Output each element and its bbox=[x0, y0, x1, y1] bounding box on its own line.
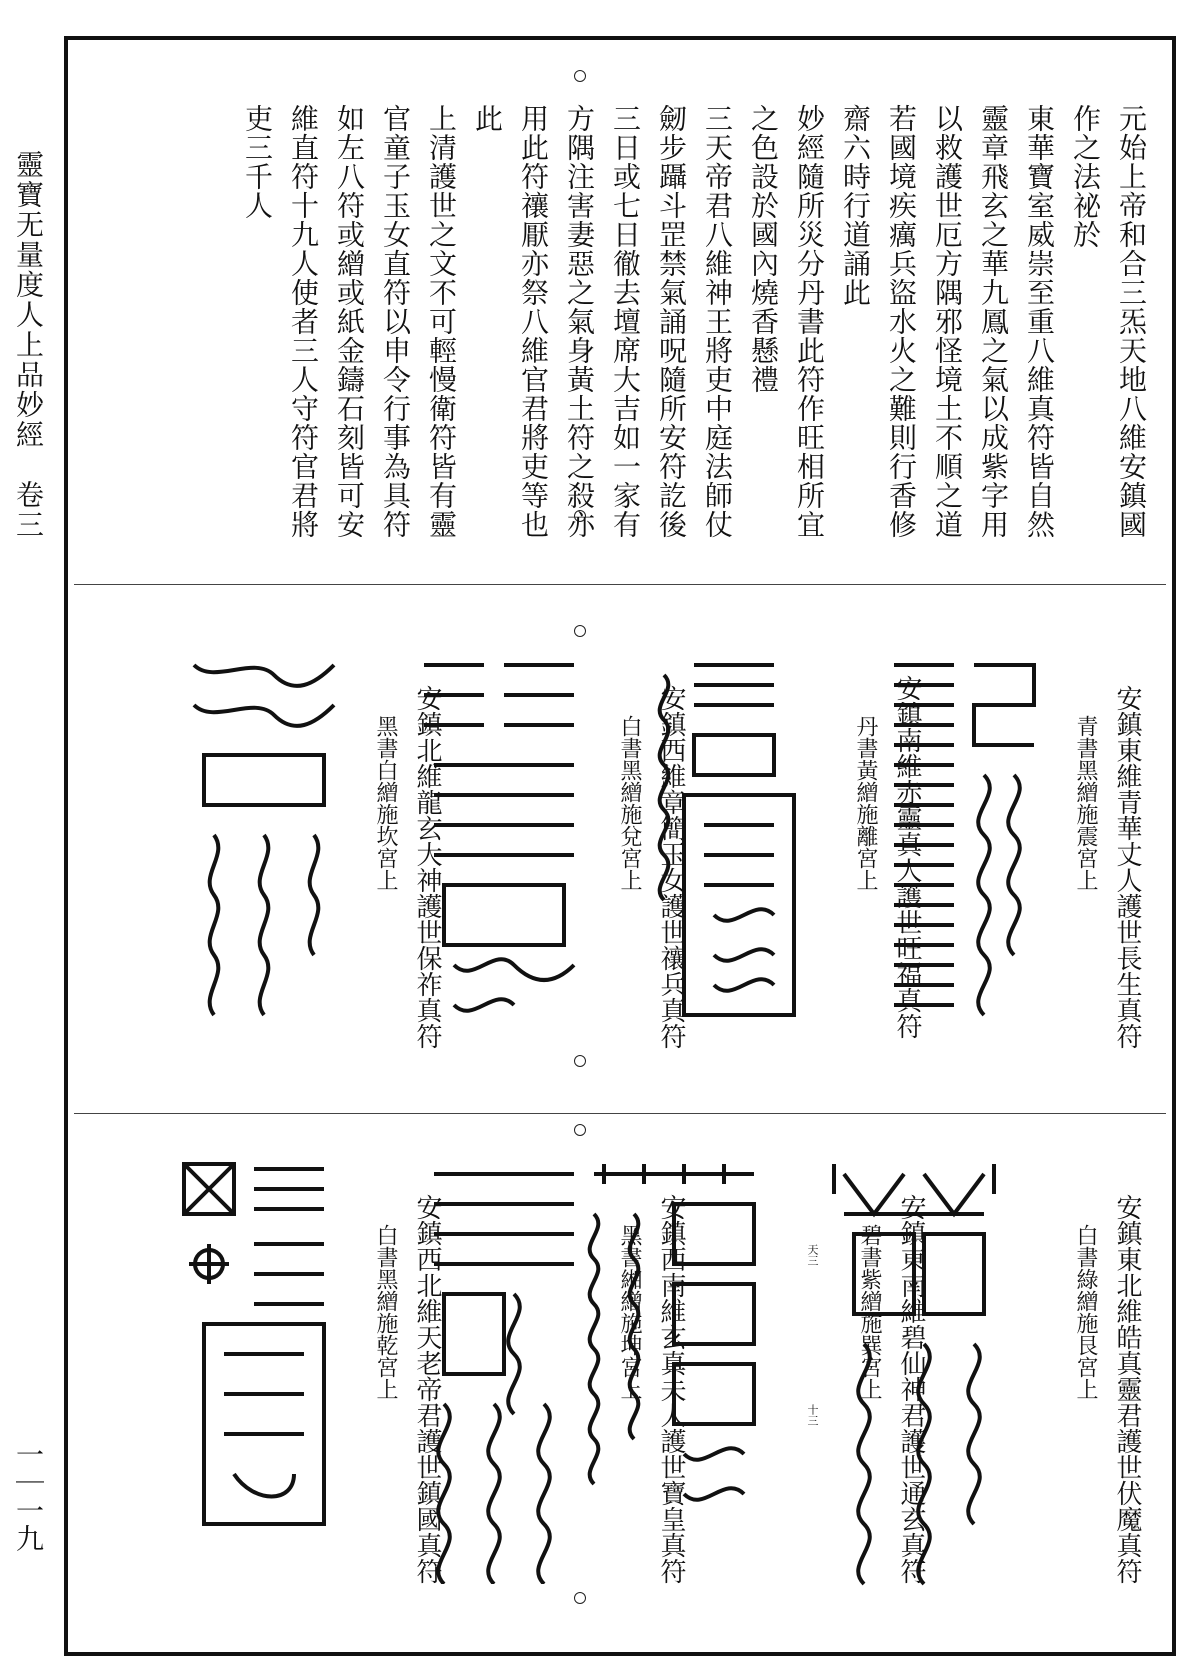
text-column: 齋六時行道誦此 bbox=[839, 104, 872, 307]
margin-book-title: 靈寶无量度人上品妙經 卷三 bbox=[12, 150, 45, 540]
talisman-title: 安鎮南維赤靈真人護世旺福真符 bbox=[892, 675, 922, 1039]
talisman-subtitle: 青書黑繒施震宮上 bbox=[1073, 715, 1098, 891]
text-column: 三天帝君八維神王將吏中庭法師仗 bbox=[701, 104, 734, 539]
text-column: 方隅注害妻惡之氣身黃土符之殺亦 bbox=[563, 104, 596, 539]
circle-mark bbox=[574, 70, 586, 82]
text-column: 如左八符或繒或紙金鑄石刻皆可安 bbox=[333, 104, 366, 539]
text-column: 東華寶室威崇至重八維真符皆自然 bbox=[1023, 104, 1056, 539]
talisman-subtitle: 黑書緗繒施坤宮上 bbox=[617, 1224, 642, 1400]
talisman-subtitle: 黑書白繒施坎宮上 bbox=[373, 715, 398, 891]
talisman-title: 安鎮西北維天老帝君護世鎮國真符 bbox=[412, 1194, 442, 1584]
text-columns bbox=[234, 104, 1154, 539]
text-column: 妙經隨所災分丹書此符作旺相所宜 bbox=[793, 104, 826, 539]
talisman-glyph bbox=[174, 655, 354, 1055]
page-note: 天三 bbox=[806, 1244, 819, 1266]
talisman-subtitle: 白書黑繒施乾宮上 bbox=[373, 1224, 398, 1400]
text-column: 以救護世厄方隅邪怪境土不順之道 bbox=[931, 104, 964, 539]
circle-mark bbox=[574, 1055, 586, 1067]
talisman-title: 安鎮北維龍玄大神護世保祚真符 bbox=[412, 685, 442, 1049]
text-column: 作之法祕於 bbox=[1069, 104, 1102, 249]
text-column: 劒步躡斗罡禁氣誦呪隨所安符訖後 bbox=[655, 104, 688, 539]
text-column: 上清護世之文不可輕慢衛符皆有靈 bbox=[425, 104, 458, 539]
page-note: 十三 bbox=[806, 1404, 819, 1426]
talisman-title: 安鎮西維章簡玉女護世禳兵真符 bbox=[656, 685, 686, 1049]
talisman-panel-intercardinal bbox=[74, 1113, 1166, 1651]
circle-mark bbox=[574, 1124, 586, 1136]
talisman-panel-cardinal bbox=[74, 584, 1166, 1110]
circle-mark bbox=[574, 1592, 586, 1604]
text-column: 靈章飛玄之華九鳳之氣以成紫字用 bbox=[977, 104, 1010, 539]
text-column: 維直符十九人使者三人守符官君將 bbox=[287, 104, 320, 539]
text-column: 若國境疾癘兵盜水火之難則行香修 bbox=[885, 104, 918, 539]
text-panel bbox=[74, 40, 1166, 580]
text-column: 元始上帝和合三炁天地八維安鎮國 bbox=[1115, 104, 1148, 539]
text-column: 用此符禳厭亦祭八維官君將吏等也 bbox=[517, 104, 550, 539]
text-column: 吏三千人 bbox=[241, 104, 274, 220]
talisman-glyph bbox=[174, 1154, 354, 1594]
page-frame bbox=[64, 36, 1176, 1656]
talisman-title: 安鎮東北維皓真靈君護世伏魔真符 bbox=[1112, 1194, 1142, 1584]
talisman-subtitle: 白書黑繒施兌宮上 bbox=[617, 715, 642, 891]
talisman-subtitle: 丹書黃繒施離宮上 bbox=[853, 715, 878, 891]
text-column: 此 bbox=[471, 104, 504, 133]
text-column: 之色設於國內燒香懸禮 bbox=[747, 104, 780, 394]
talisman-subtitle: 白書綠繒施艮宮上 bbox=[1073, 1224, 1098, 1400]
talisman-title: 安鎮東維青華丈人護世長生真符 bbox=[1112, 685, 1142, 1049]
circle-mark bbox=[574, 625, 586, 637]
talisman-subtitle: 碧書紫繒施巽宮上 bbox=[857, 1224, 882, 1400]
talisman-title: 安鎮西南維玄真夫人護世寶皇真符 bbox=[656, 1194, 686, 1584]
talisman-title: 安鎮東南維碧仙神君護世通玄真符 bbox=[896, 1194, 926, 1584]
margin-page-number: 一｜一九 bbox=[12, 1440, 45, 1552]
text-column: 官童子玉女直符以申令行事為具符 bbox=[379, 104, 412, 539]
text-column: 三日或七日徹去壇席大吉如一家有 bbox=[609, 104, 642, 539]
